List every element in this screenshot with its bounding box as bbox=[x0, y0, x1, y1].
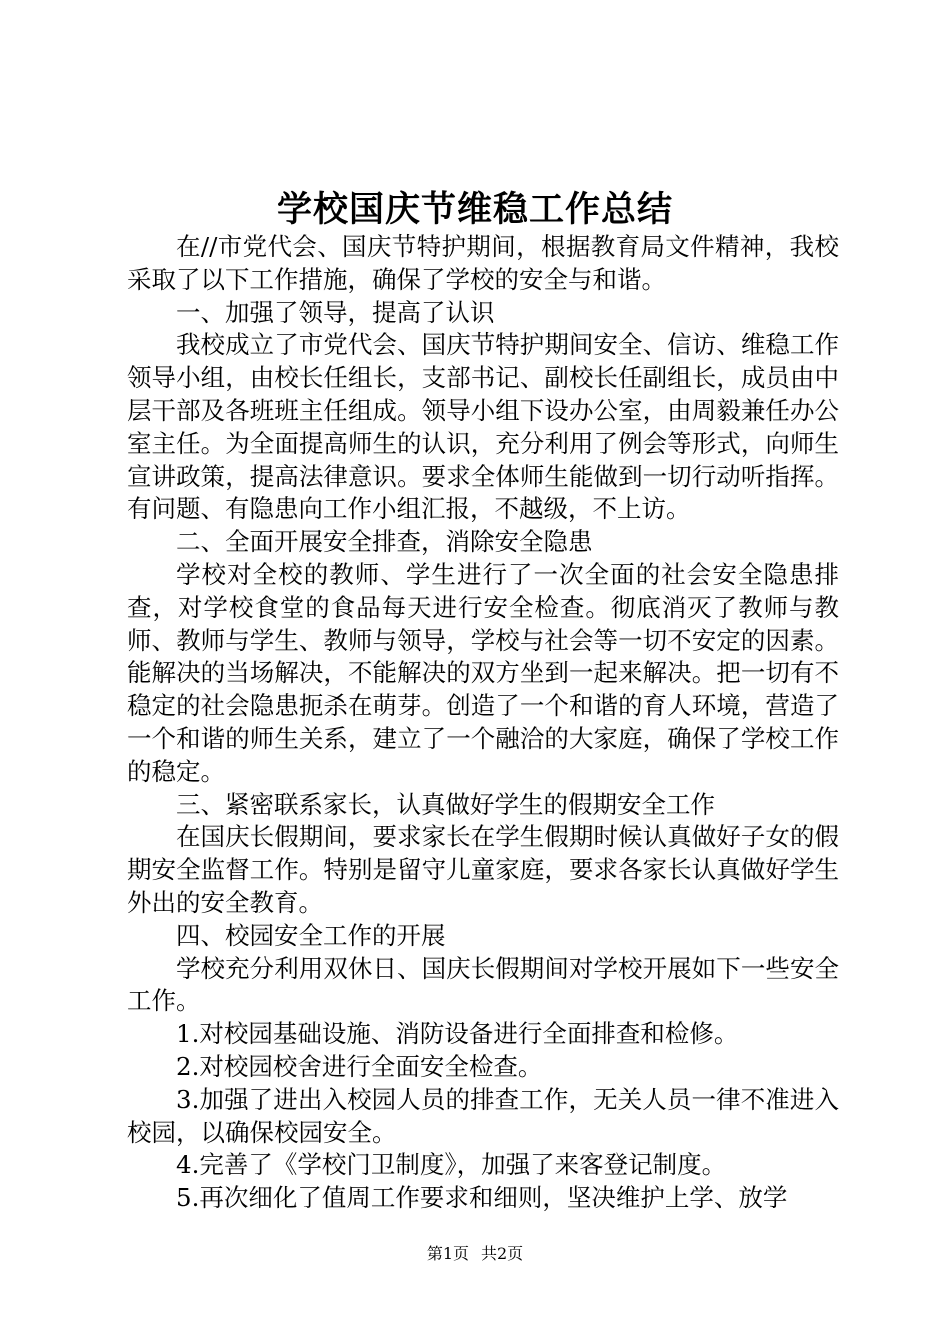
list-item-5: 5.再次细化了值周工作要求和细则，坚决维护上学、放学 bbox=[176, 1183, 788, 1213]
page-number: 第1页 bbox=[426, 1244, 469, 1263]
section-1-paragraph: 我校成立了市党代会、国庆节特护期间安全、信访、维稳工作领导小组，由校长任组长，支部书记、副校长任副组长，成员由中层干部及各班班主任组成。领导小组下设办公室，由周毅兼任办公室主任。为全面提高师生的认识，充分利用了例会等形式，向师生宣讲政策，提高法律意识。要求全体师生能做到一切行动听指挥。有问题、有隐患向工作小组汇报，不越级，不上访。 bbox=[127, 330, 839, 524]
section-heading-2: 二、全面开展安全排查，消除安全隐患 bbox=[176, 527, 593, 557]
document-body bbox=[127, 231, 839, 1215]
section-heading-3: 三、紧密联系家长，认真做好学生的假期安全工作 bbox=[176, 789, 715, 819]
section-heading-4: 四、校园安全工作的开展 bbox=[176, 920, 446, 950]
page-footer bbox=[0, 1242, 950, 1266]
document-title: 学校国庆节维稳工作总结 bbox=[276, 189, 673, 230]
list-item-2: 2.对校园校舍进行全面安全检查。 bbox=[176, 1051, 543, 1081]
page-total: 共2页 bbox=[481, 1244, 524, 1263]
intro-paragraph: 在//市党代会、国庆节特护期间，根据教育局文件精神，我校采取了以下工作措施，确保了学校的安全与和谐。 bbox=[127, 232, 839, 294]
section-2-paragraph: 学校对全校的教师、学生进行了一次全面的社会安全隐患排查，对学校食堂的食品每天进行安全检查。彻底消灭了教师与教师、教师与学生、教师与领导，学校与社会等一切不安定的因素。能解决的当场解决，不能解决的双方坐到一起来解决。把一切有不稳定的社会隐患扼杀在萌芽。创造了一个和谐的育人环境，营造了一个和谐的师生关系，建立了一个融洽的大家庭，确保了学校工作的稳定。 bbox=[127, 559, 839, 786]
list-item-3: 3.加强了进出入校园人员的排查工作，无关人员一律不准进入校园，以确保校园安全。 bbox=[127, 1084, 839, 1147]
section-heading-1: 一、加强了领导，提高了认识 bbox=[176, 297, 495, 327]
section-4-paragraph: 学校充分利用双休日、国庆长假期间对学校开展如下一些安全工作。 bbox=[127, 953, 839, 1016]
list-item-4: 4.完善了《学校门卫制度》，加强了来客登记制度。 bbox=[176, 1150, 727, 1180]
section-3-paragraph: 在国庆长假期间，要求家长在学生假期时候认真做好子女的假期安全监督工作。特别是留守儿童家庭，要求各家长认真做好学生外出的安全教育。 bbox=[127, 822, 839, 917]
list-item-1: 1.对校园基础设施、消防设备进行全面排查和检修。 bbox=[176, 1019, 739, 1049]
